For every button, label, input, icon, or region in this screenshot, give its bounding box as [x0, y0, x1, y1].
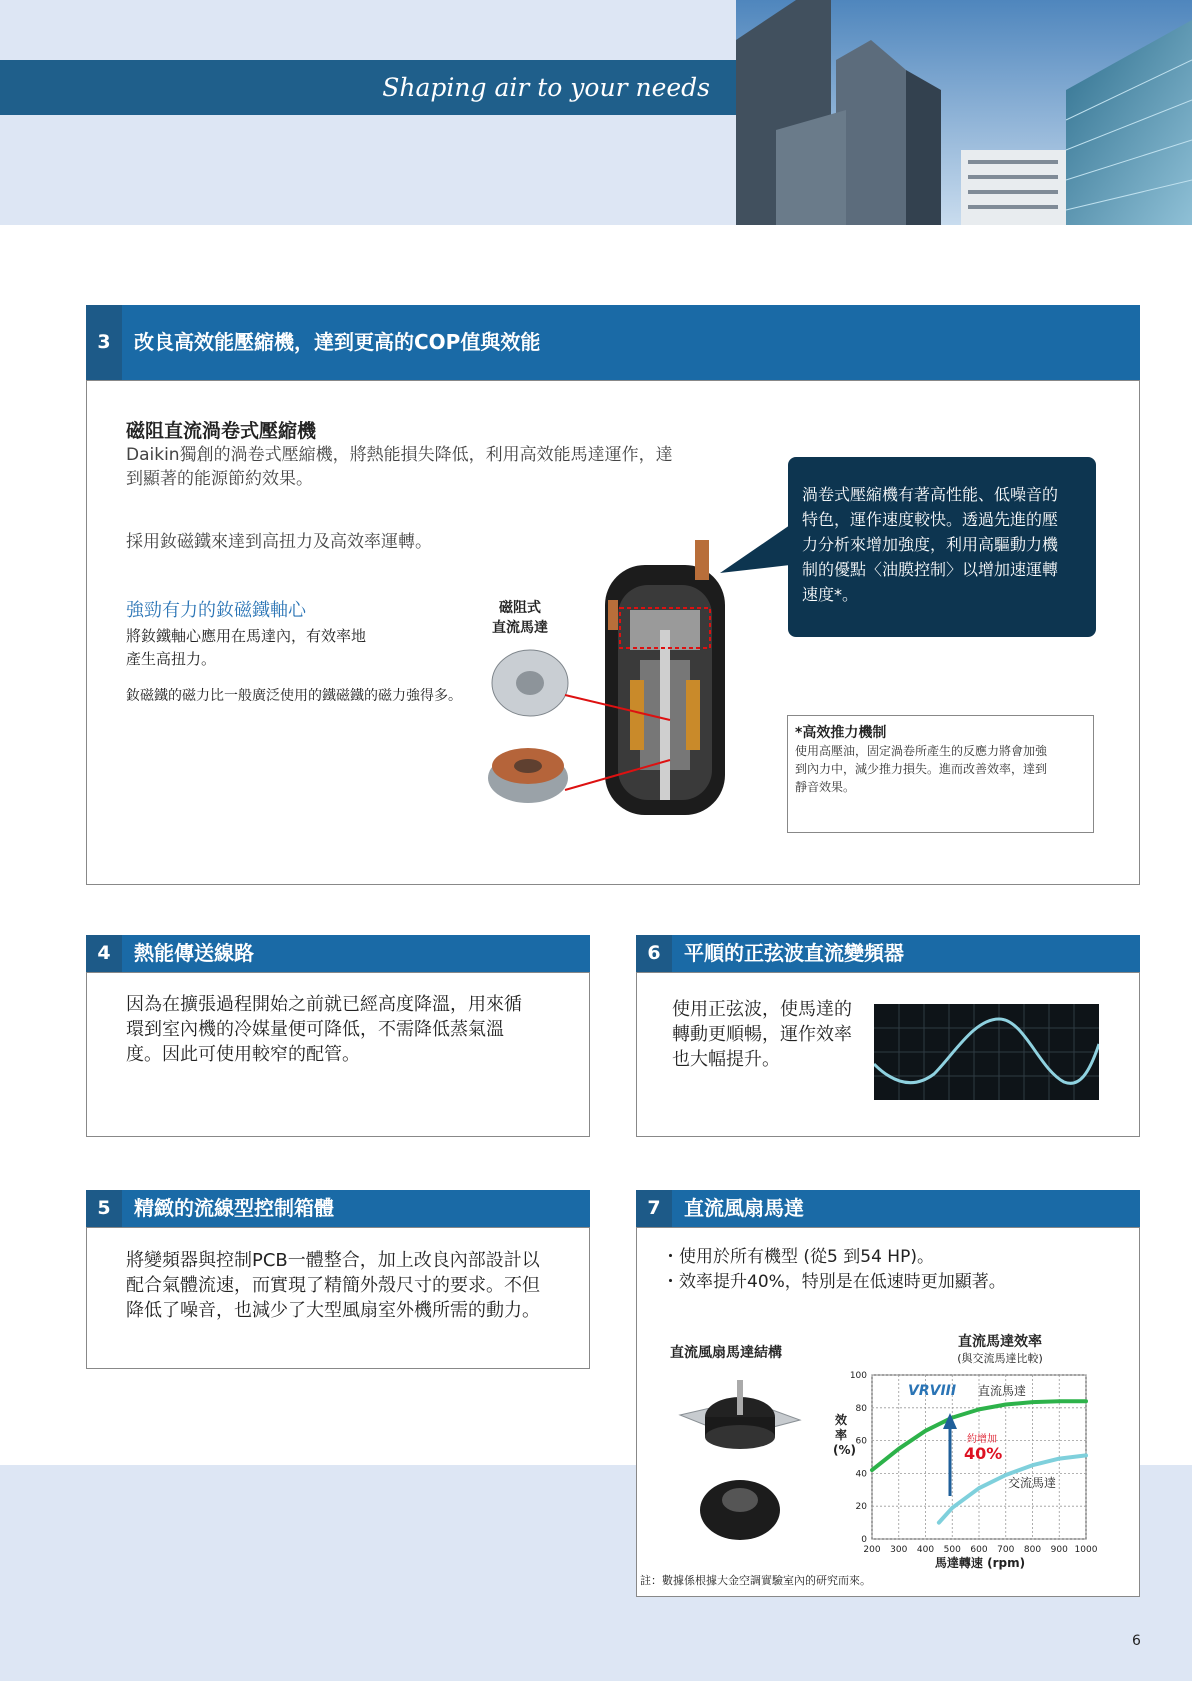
section-6-line: 使用正弦波，使馬達的 — [672, 999, 852, 1020]
shaft-description — [126, 625, 366, 671]
bullet-item: ・ 效率提升40%，特別是在低速時更加顯著。 — [662, 1270, 1006, 1295]
section-3-number: 3 — [86, 305, 122, 380]
section-4-text — [126, 992, 522, 1067]
section-6-text — [672, 997, 852, 1072]
section-6-line: 轉動更順暢，運作效率 — [672, 1024, 852, 1045]
motor-label-line: 磁阻式 — [499, 600, 541, 616]
shaft-line: 產生高扭力。 — [126, 650, 217, 668]
city-buildings-photo — [736, 0, 1192, 225]
callout-line: 渦卷式壓縮機有著高性能、低噪音的 — [802, 485, 1059, 504]
section-7-title: 直流風扇馬達 — [684, 1196, 804, 1220]
x-tick-label: 1000 — [1074, 1545, 1098, 1555]
section-4-number: 4 — [86, 935, 122, 972]
x-tick-label: 600 — [970, 1545, 988, 1555]
section-6-number: 6 — [636, 935, 672, 972]
y-tick-label: 20 — [855, 1502, 867, 1513]
motor-label-line: 直流馬達 — [492, 620, 548, 636]
y-tick-label: 100 — [849, 1371, 867, 1381]
thrust-note-line: 到內力中，減少推力損失。進而改善效率，達到 — [795, 762, 1048, 776]
series-label-dc: 直流馬達 — [978, 1384, 1027, 1398]
chart-x-axis-label: 馬達轉速 (rpm) — [934, 1556, 1026, 1570]
vrv-brand-label: VRVIII — [908, 1383, 957, 1399]
section-6-title: 平順的正弦波直流變頻器 — [684, 941, 904, 965]
chart-title: 直流馬達效率 — [958, 1334, 1042, 1350]
x-tick-label: 400 — [916, 1545, 935, 1555]
x-tick-label: 800 — [1023, 1545, 1042, 1555]
x-tick-label: 500 — [943, 1545, 961, 1555]
desc-line: Daikin獨創的渦卷式壓縮機，將熱能損失降低，利用高效能馬達運作，達 — [126, 445, 673, 465]
series-label-ac: 交流馬達 — [1008, 1476, 1057, 1490]
y-tick-label: 40 — [855, 1469, 867, 1480]
section-7-number: 7 — [636, 1190, 672, 1227]
section-5-header — [86, 1190, 590, 1227]
section-7-header — [636, 1190, 1140, 1227]
header-tagline: Shaping air to your needs — [382, 73, 710, 102]
section-5-line: 將變頻器與控制PCB一體整合，加上改良內部設計以 — [126, 1250, 540, 1271]
chart-y-axis-label: 效率(%) — [833, 1413, 856, 1457]
thrust-note-line: 使用高壓油，固定渦卷所產生的反應力將會加強 — [795, 744, 1048, 758]
section-7-footnote: 註：數據係根據大金空調實驗室內的研究而來。 — [640, 1574, 871, 1587]
efficiency-chart — [830, 1365, 1100, 1570]
section-6-line: 也大幅提升。 — [672, 1049, 780, 1070]
section-3-header — [86, 305, 1140, 380]
section-4-line: 度。因此可使用較窄的配管。 — [126, 1044, 360, 1065]
callout-text — [802, 482, 1058, 607]
magnet-line: 採用釹磁鐵來達到高扭力及高效率運轉。 — [126, 532, 432, 552]
highlight-heading: 強勁有力的釹磁鐵軸心 — [126, 600, 306, 621]
section-3-subtitle: 磁阻直流渦卷式壓縮機 — [126, 420, 317, 442]
motor-label — [490, 598, 550, 638]
y-tick-label: 0 — [861, 1535, 867, 1545]
y-tick-label: 80 — [855, 1403, 867, 1414]
section-4-header — [86, 935, 590, 972]
increase-annotation-label: 約增加 — [967, 1434, 997, 1445]
section-5-title: 精緻的流線型控制箱體 — [134, 1196, 334, 1220]
x-tick-label: 700 — [997, 1545, 1015, 1555]
chart-subtitle: (與交流馬達比較) — [957, 1352, 1043, 1365]
section-5-number: 5 — [86, 1190, 122, 1227]
desc-line: 到顯著的能源節約效果。 — [126, 469, 313, 489]
x-tick-label: 200 — [863, 1545, 881, 1555]
page-number: 6 — [1132, 1633, 1141, 1649]
section-6-header — [636, 935, 1140, 972]
callout-line: 力分析來增加強度，利用高驅動力機 — [802, 535, 1059, 554]
magnet-note: 釹磁鐵的磁力比一般廣泛使用的鐵磁鐵的磁力強得多。 — [126, 688, 462, 704]
section-4-line: 環到室內機的冷媒量便可降低，不需降低蒸氣溫 — [126, 1019, 504, 1040]
pointer-lines — [560, 690, 680, 800]
y-tick-label: 60 — [855, 1436, 867, 1447]
callout-line: 特色，運作速度較快。透過先進的壓 — [802, 510, 1059, 529]
fan-motor-illustration — [675, 1375, 805, 1550]
thrust-note-line: 靜音效果。 — [795, 780, 856, 794]
section-5-text — [126, 1248, 540, 1323]
section-5-line: 配合氣體流速，而實現了精簡外殼尺寸的要求。不但 — [126, 1275, 540, 1296]
callout-line: 速度*。 — [802, 585, 859, 604]
section-3-description — [126, 443, 673, 491]
thrust-note-text — [795, 742, 1047, 796]
bullet-item: ・ 使用於所有機型 (從5 到54 HP)。 — [662, 1245, 1006, 1270]
section-4-line: 因為在擴張過程開始之前就已經高度降溫，用來循 — [126, 994, 522, 1015]
section-4-title: 熱能傳送線路 — [134, 941, 254, 965]
x-tick-label: 300 — [890, 1545, 908, 1555]
callout-line: 制的優點〈油膜控制〉以增加速運轉 — [802, 560, 1059, 579]
sine-wave-oscilloscope — [874, 1004, 1099, 1100]
increase-annotation-value: 40% — [964, 1444, 1003, 1463]
section-5-line: 降低了噪音，也減少了大型風扇室外機所需的動力。 — [126, 1300, 540, 1321]
x-tick-label: 900 — [1050, 1545, 1068, 1555]
fan-structure-label: 直流風扇馬達結構 — [670, 1345, 782, 1361]
shaft-line: 將釹鐵軸心應用在馬達內，有效率地 — [126, 627, 367, 645]
section-3-title: 改良高效能壓縮機，達到更高的COP值與效能 — [134, 330, 541, 354]
thrust-note-title: *高效推力機制 — [795, 725, 887, 741]
section-7-bullets — [662, 1245, 1006, 1295]
